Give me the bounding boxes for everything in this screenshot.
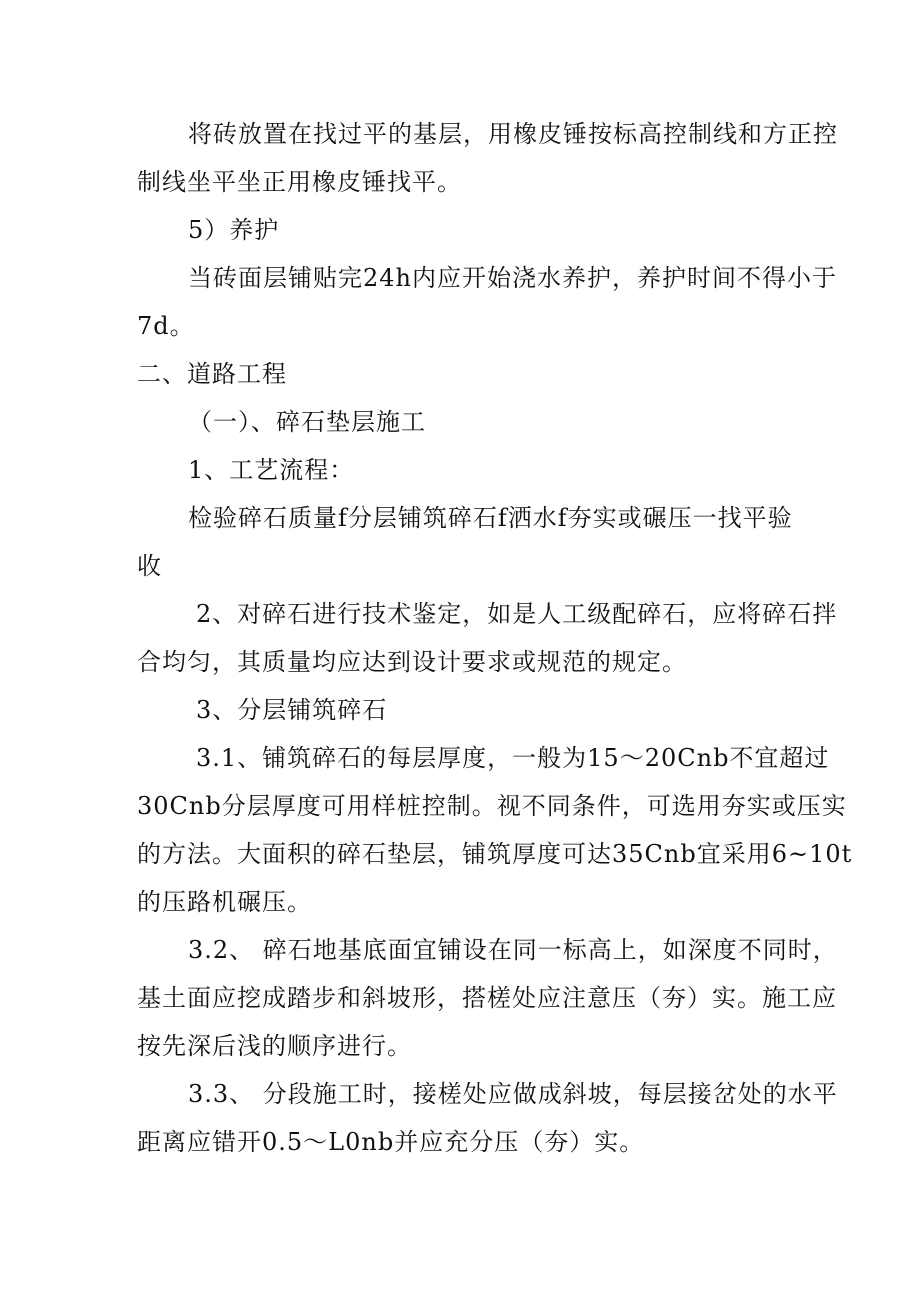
paragraph-line: 3.3、 分段施工时，接槎处应做成斜坡，每层接岔处的水平 bbox=[188, 1080, 838, 1108]
subsection-heading: 1、工艺流程： bbox=[188, 456, 355, 484]
paragraph-line: 2、对碎石进行技术鉴定，如是人工级配碎石，应将碎石拌 bbox=[196, 600, 838, 628]
paragraph-line: 3.2、 碎石地基底面宜铺设在同一标高上，如深度不同时， bbox=[188, 936, 838, 964]
paragraph-line: 当砖面层铺贴完24h内应开始浇水养护，养护时间不得小于 bbox=[188, 264, 837, 292]
paragraph-line: 7d。 bbox=[137, 312, 195, 340]
section-heading: 5）养护 bbox=[188, 216, 280, 244]
paragraph-line: 距离应错开0.5～L0nb并应充分压（夯）实。 bbox=[137, 1128, 645, 1156]
paragraph-line: 30Cnb分层厚度可用样桩控制。视不同条件，可选用夯实或压实 bbox=[137, 792, 847, 820]
paragraph-line: 的压路机碾压。 bbox=[137, 888, 312, 916]
paragraph-line: 合均匀，其质量均应达到设计要求或规范的规定。 bbox=[137, 648, 687, 676]
paragraph-line: 将砖放置在找过平的基层，用橡皮锤按标高控制线和方正控 bbox=[188, 120, 838, 148]
paragraph-line: 按先深后浅的顺序进行。 bbox=[137, 1032, 412, 1060]
paragraph-line: 制线坐平坐正用橡皮锤找平。 bbox=[137, 168, 462, 196]
paragraph-line: 的方法。大面积的碎石垫层，铺筑厚度可达35Cnb宜采用6~10t bbox=[137, 840, 853, 868]
subsection-heading: 3、分层铺筑碎石 bbox=[196, 696, 388, 724]
section-heading: （一）、碎石垫层施工 bbox=[188, 408, 426, 436]
chapter-heading: 二、道路工程 bbox=[137, 360, 287, 388]
paragraph-line: 收 bbox=[137, 552, 162, 580]
paragraph-line: 基土面应挖成踏步和斜坡形，搭槎处应注意压（夯）实。施工应 bbox=[137, 984, 837, 1012]
paragraph-line: 3.1、铺筑碎石的每层厚度，一般为15～20Cnb不宜超过 bbox=[196, 744, 830, 772]
paragraph-line: 检验碎石质量f分层铺筑碎石f洒水f夯实或碾压一找平验 bbox=[188, 504, 793, 532]
